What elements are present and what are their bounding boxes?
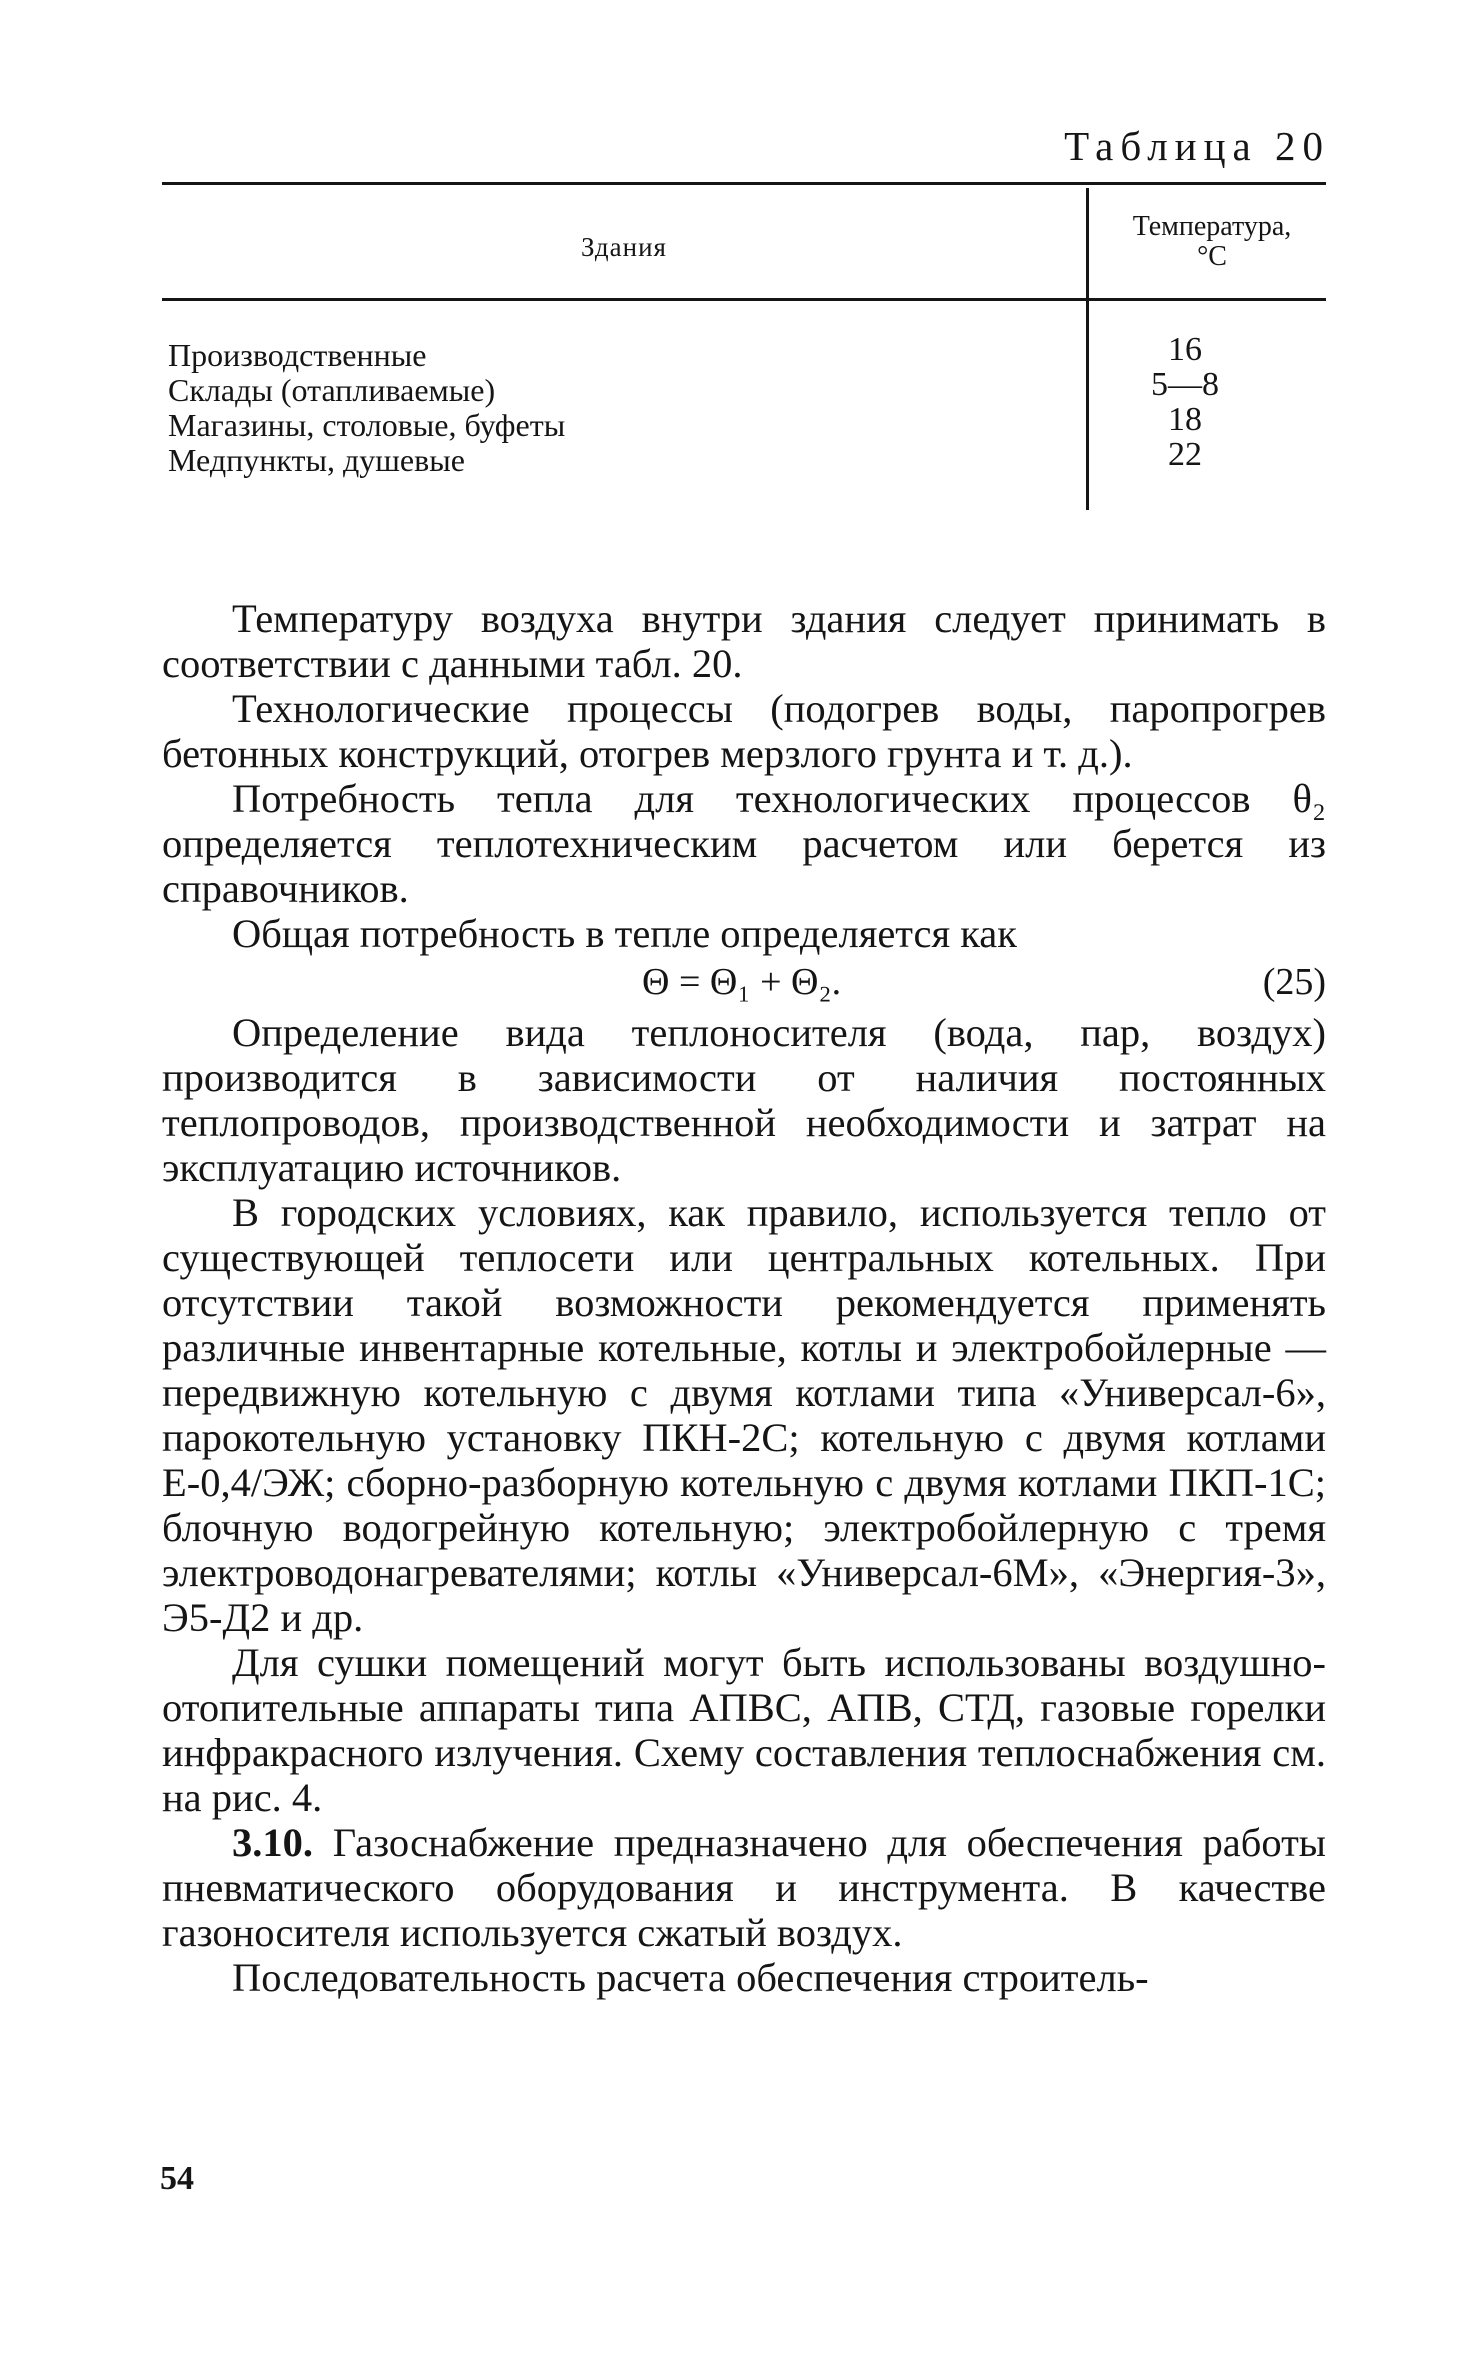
body-text: [162, 596, 1326, 2000]
table-header-rule: [162, 298, 1326, 301]
header-temperature: [1098, 212, 1326, 272]
paragraph: Потребность тепла для технологических процессов θ₂ определяется теплотехническим расчетом или берется из справочников.: [162, 776, 1326, 911]
paragraph: Последовательность расчета обеспечения строитель-: [232, 1955, 1149, 2000]
table-row-name: Магазины, столовые, буфеты: [168, 407, 566, 443]
page-number: 54: [160, 2160, 194, 2197]
paragraph: Температуру воздуха внутри здания следует принимать в соответствии с данными табл. 20.: [162, 596, 1326, 686]
header-buildings: Здания: [581, 232, 667, 262]
table-row-value: 5—8: [1151, 366, 1219, 403]
temperature-table: [162, 182, 1326, 522]
table-top-rule: [162, 182, 1326, 185]
paragraph: [162, 1820, 1326, 1955]
table-caption: Таблица 20: [1064, 123, 1330, 169]
table-row-value: 22: [1168, 436, 1202, 473]
table-row-name: Склады (отапливаемые): [168, 372, 496, 408]
formula-number: (25): [1262, 961, 1326, 1003]
section-number: 3.10.: [232, 1820, 313, 1865]
table-column-divider: [1086, 188, 1089, 510]
paragraph: В городских условиях, как правило, используется тепло от существующей теплосети или центральных котельных. При отсутствии такой возможности рекомендуется применять различные инвентарные котельные, котлы и электробойлерные — передвижную котельную с двумя котлами типа «Универсал-6», парокотельную установку ПКН-2С; котельную с двумя котлами Е-0,4/ЭЖ; сборно-разборную котельную с двумя котлами ПКП-1С; блочную водогрейную котельную; электробойлерную с тремя электроводонагревателями; котлы «Универсал-6М», «Энергия-3», Э5-Д2 и др.: [162, 1190, 1326, 1640]
paragraph: Для сушки помещений могут быть использованы воздушно-отопительные аппараты типа АПВС, АПВ, СТД, газовые горелки инфракрасного излучения. Схему составления теплоснабжения см. на рис. 4.: [162, 1640, 1326, 1820]
paragraph: Определение вида теплоносителя (вода, пар, воздух) производится в зависимости от наличия постоянных теплопроводов, производственной необходимости и затрат на эксплуатацию источников.: [162, 1010, 1326, 1190]
paragraph: Общая потребность в тепле определяется как: [232, 911, 1017, 956]
header-temperature-label: Температура,: [1132, 211, 1292, 242]
table-row-value: 18: [1168, 401, 1202, 438]
table-values-column: [1120, 332, 1250, 472]
table-row-name: Медпункты, душевые: [168, 442, 465, 478]
table-row-name: Производственные: [168, 337, 427, 373]
formula-row: [162, 958, 1326, 1006]
table-row-value: 16: [1168, 331, 1202, 368]
header-temperature-unit: °C: [1197, 241, 1227, 272]
paragraph: Технологические процессы (подогрев воды, паропрогрев бетонных конструкций, отогрев мерзлого грунта и т. д.).: [162, 686, 1326, 776]
section-text: Газоснабжение предназначено для обеспечения работы пневматического оборудования и инструмента. В качестве газоносителя используется сжатый воздух.: [162, 1820, 1326, 1955]
formula: Θ = Θ₁ + Θ₂.: [642, 961, 842, 1003]
table-names-column: [168, 338, 565, 478]
